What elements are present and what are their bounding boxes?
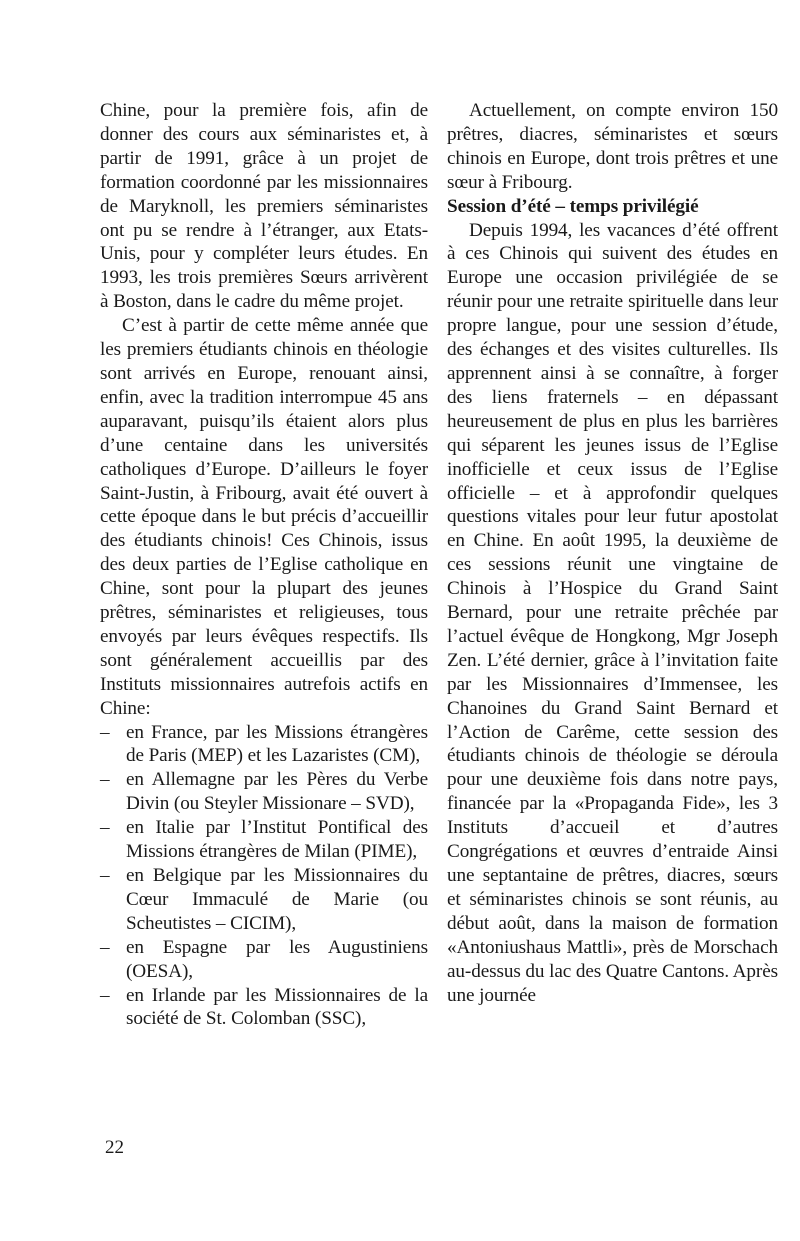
list-item-text: en Espagne par les Augustiniens (OESA), bbox=[126, 936, 428, 982]
list-item-text: en France, par les Missions étrangères de Paris (MEP) et les Lazaristes (CM), bbox=[126, 721, 428, 767]
right-column bbox=[447, 99, 778, 1007]
left-column bbox=[100, 99, 428, 1031]
list-dash: – bbox=[100, 865, 110, 886]
list-dash: – bbox=[100, 817, 110, 839]
list-item bbox=[100, 864, 428, 936]
list-dash: – bbox=[100, 721, 110, 743]
list-item bbox=[100, 816, 428, 864]
list-dash: – bbox=[100, 984, 110, 1006]
list-item bbox=[100, 936, 428, 984]
list-item bbox=[100, 768, 428, 816]
list-item bbox=[100, 984, 428, 1032]
paragraph-current-count: Actuellement, on compte environ 150 prêtres, diacres, séminaristes et sœurs chinois en Europe, dont trois prêtres et une sœur à Fribourg. bbox=[447, 100, 778, 193]
paragraph-students-europe: C’est à partir de cette même année que les premiers étudiants chinois en théologie sont arrivés en Europe, renouant ainsi, enfin, avec la tradition interrompue 45 ans auparavant, puisqu’ils étaient alors plus d’une centaine dans les universités catholiques d’Europe. D’ailleurs le foyer Saint-Justin, à Fribourg, avait été ouvert à cette époque dans le but précis d’accueillir des étudiants chinois! Ces Chinois, issus des deux parties de l’Eglise catholique en Chine, sont pour la plupart des jeunes prêtres, séminaristes et religieuses, tous envoyés par leurs évêques respectifs. Ils sont généralement accueillis par des Instituts missionnaires autrefois actifs en Chine: bbox=[100, 315, 428, 719]
list-item-text: en Allemagne par les Pères du Verbe Divin (ou Steyler Missionare – SVD), bbox=[126, 769, 428, 815]
list-dash: – bbox=[100, 769, 110, 791]
section-heading: Session d’été – temps privilégié bbox=[447, 195, 699, 217]
list-item-text: en Belgique par les Missionnaires du Cœur Immaculé de Marie (ou Scheutistes – CICIM), bbox=[126, 865, 428, 934]
paragraph-china-seminarians: Chine, pour la première fois, afin de donner des cours aux séminaristes et, à partir de 1991, grâce à un projet de formation coordonné par les missionnaires de Maryknoll, les premiers séminaristes ont pu se rendre à l’étranger, aux Etats-Unis, pour y compléter leurs études. En 1993, les trois premières Sœurs arrivèrent à Boston, dans le cadre du même projet. bbox=[100, 100, 428, 313]
list-dash: – bbox=[100, 936, 110, 958]
page-number: 22 bbox=[105, 1137, 124, 1158]
list-item-text: en Irlande par les Missionnaires de la société de St. Colomban (SSC), bbox=[126, 984, 428, 1030]
list-item-text: en Italie par l’Institut Pontifical des Missions étrangères de Milan (PIME), bbox=[126, 817, 428, 863]
list-item bbox=[100, 721, 428, 769]
institutes-list bbox=[100, 721, 428, 1032]
paragraph-summer-session: Depuis 1994, les vacances d’été offrent à ces Chinois qui suivent des études en Europe une occasion privilégiée de se réunir pour une retraite spirituelle dans leur propre langue, pour une session d’étude, des échanges et des visites culturelles. Ils apprennent ainsi à se connaître, à forger des liens fraternels – en dépassant heureusement de plus en plus les barrières qui séparent les jeunes issus de l’Eglise inofficielle et ceux issus de l’Eglise officielle – et à approfondir quelques questions vitales pour leur futur apostolat en Chine. En août 1995, la deuxième de ces sessions réunit une vingtaine de Chinois à l’Hospice du Grand Saint Bernard, pour une retraite prêchée par l’actuel évêque de Hongkong, Mgr Joseph Zen. L’été dernier, grâce à l’invitation faite par les Missionnaires d’Immensee, les Chanoines du Grand Saint Bernard et l’Action de Carême, cette session des étudiants chinois de théologie se déroula pour une deuxième fois dans notre pays, financée par la «Propaganda Fide», les 3 Instituts d’accueil et d’autres Congrégations et œuvres d’entraide Ainsi une septantaine de prêtres, diacres, sœurs et séminaristes chinois se sont réunis, au début août, dans la maison de formation «Antoniushaus Mattli», près de Morschach au-dessus du lac des Quatre Cantons. Après une journée bbox=[447, 219, 778, 1006]
